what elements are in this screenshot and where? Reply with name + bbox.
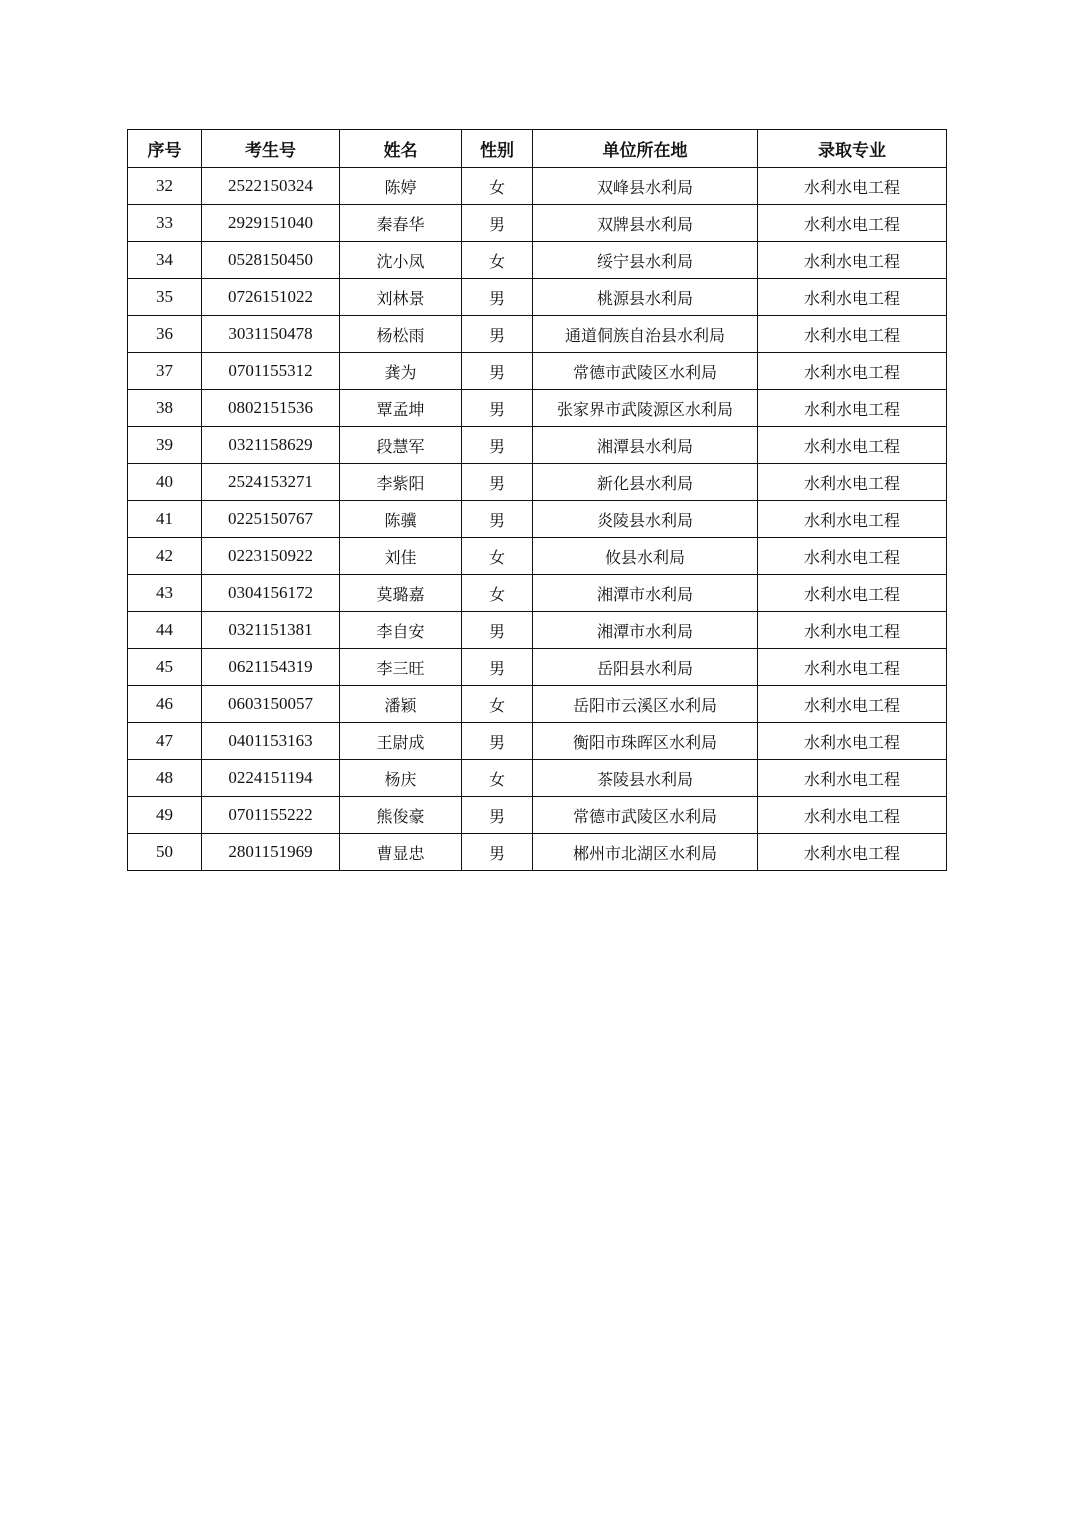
cell-candidate-id: 0304156172 xyxy=(202,575,340,612)
admission-table xyxy=(127,129,947,871)
header-gender: 性别 xyxy=(462,130,533,168)
cell-gender: 女 xyxy=(462,575,533,612)
cell-employer-location: 张家界市武陵源区水利局 xyxy=(533,390,758,427)
cell-gender: 男 xyxy=(462,427,533,464)
cell-admitted-major: 水利水电工程 xyxy=(758,353,947,390)
cell-employer-location: 绥宁县水利局 xyxy=(533,242,758,279)
cell-seq: 46 xyxy=(128,686,202,723)
cell-gender: 男 xyxy=(462,612,533,649)
cell-seq: 41 xyxy=(128,501,202,538)
cell-employer-location: 衡阳市珠晖区水利局 xyxy=(533,723,758,760)
cell-name: 杨庆 xyxy=(340,760,462,797)
cell-candidate-id: 0224151194 xyxy=(202,760,340,797)
cell-candidate-id: 0321158629 xyxy=(202,427,340,464)
document-page xyxy=(127,129,946,871)
cell-admitted-major: 水利水电工程 xyxy=(758,390,947,427)
table-row xyxy=(128,575,947,612)
table-row xyxy=(128,612,947,649)
cell-name: 李三旺 xyxy=(340,649,462,686)
cell-seq: 37 xyxy=(128,353,202,390)
cell-gender: 男 xyxy=(462,797,533,834)
table-row xyxy=(128,316,947,353)
cell-gender: 女 xyxy=(462,538,533,575)
cell-gender: 男 xyxy=(462,649,533,686)
cell-candidate-id: 2801151969 xyxy=(202,834,340,871)
cell-name: 陈骥 xyxy=(340,501,462,538)
cell-gender: 女 xyxy=(462,242,533,279)
table-row xyxy=(128,723,947,760)
table-row xyxy=(128,168,947,205)
cell-seq: 44 xyxy=(128,612,202,649)
table-row xyxy=(128,686,947,723)
cell-candidate-id: 0802151536 xyxy=(202,390,340,427)
table-row xyxy=(128,353,947,390)
cell-seq: 42 xyxy=(128,538,202,575)
cell-name: 莫璐嘉 xyxy=(340,575,462,612)
cell-seq: 45 xyxy=(128,649,202,686)
cell-candidate-id: 0701155312 xyxy=(202,353,340,390)
cell-gender: 女 xyxy=(462,686,533,723)
cell-admitted-major: 水利水电工程 xyxy=(758,316,947,353)
cell-seq: 34 xyxy=(128,242,202,279)
table-row xyxy=(128,834,947,871)
cell-gender: 男 xyxy=(462,723,533,760)
cell-employer-location: 茶陵县水利局 xyxy=(533,760,758,797)
cell-gender: 男 xyxy=(462,390,533,427)
cell-seq: 33 xyxy=(128,205,202,242)
cell-seq: 40 xyxy=(128,464,202,501)
cell-admitted-major: 水利水电工程 xyxy=(758,834,947,871)
cell-employer-location: 湘潭市水利局 xyxy=(533,612,758,649)
cell-employer-location: 岳阳市云溪区水利局 xyxy=(533,686,758,723)
cell-name: 刘佳 xyxy=(340,538,462,575)
cell-employer-location: 湘潭县水利局 xyxy=(533,427,758,464)
cell-employer-location: 攸县水利局 xyxy=(533,538,758,575)
table-row xyxy=(128,427,947,464)
cell-name: 曹显忠 xyxy=(340,834,462,871)
cell-admitted-major: 水利水电工程 xyxy=(758,279,947,316)
cell-name: 陈婷 xyxy=(340,168,462,205)
cell-name: 杨松雨 xyxy=(340,316,462,353)
cell-candidate-id: 0401153163 xyxy=(202,723,340,760)
cell-employer-location: 岳阳县水利局 xyxy=(533,649,758,686)
cell-admitted-major: 水利水电工程 xyxy=(758,649,947,686)
cell-employer-location: 双峰县水利局 xyxy=(533,168,758,205)
table-row xyxy=(128,538,947,575)
table-row xyxy=(128,279,947,316)
cell-employer-location: 通道侗族自治县水利局 xyxy=(533,316,758,353)
table-row xyxy=(128,649,947,686)
cell-admitted-major: 水利水电工程 xyxy=(758,797,947,834)
cell-candidate-id: 0701155222 xyxy=(202,797,340,834)
cell-name: 沈小凤 xyxy=(340,242,462,279)
cell-admitted-major: 水利水电工程 xyxy=(758,723,947,760)
cell-candidate-id: 0223150922 xyxy=(202,538,340,575)
cell-admitted-major: 水利水电工程 xyxy=(758,427,947,464)
cell-employer-location: 炎陵县水利局 xyxy=(533,501,758,538)
cell-name: 刘林景 xyxy=(340,279,462,316)
cell-admitted-major: 水利水电工程 xyxy=(758,538,947,575)
cell-name: 秦春华 xyxy=(340,205,462,242)
cell-employer-location: 湘潭市水利局 xyxy=(533,575,758,612)
cell-admitted-major: 水利水电工程 xyxy=(758,686,947,723)
cell-candidate-id: 0225150767 xyxy=(202,501,340,538)
cell-gender: 男 xyxy=(462,353,533,390)
cell-gender: 男 xyxy=(462,316,533,353)
cell-name: 段慧军 xyxy=(340,427,462,464)
cell-gender: 男 xyxy=(462,501,533,538)
table-body xyxy=(128,168,947,871)
table-row xyxy=(128,390,947,427)
cell-admitted-major: 水利水电工程 xyxy=(758,168,947,205)
cell-seq: 36 xyxy=(128,316,202,353)
cell-admitted-major: 水利水电工程 xyxy=(758,760,947,797)
table-row xyxy=(128,760,947,797)
table-header-row xyxy=(128,130,947,168)
cell-gender: 男 xyxy=(462,279,533,316)
table-row xyxy=(128,205,947,242)
table-row xyxy=(128,501,947,538)
cell-gender: 男 xyxy=(462,464,533,501)
cell-name: 潘颖 xyxy=(340,686,462,723)
cell-candidate-id: 0603150057 xyxy=(202,686,340,723)
cell-employer-location: 桃源县水利局 xyxy=(533,279,758,316)
table-row xyxy=(128,464,947,501)
cell-employer-location: 常德市武陵区水利局 xyxy=(533,797,758,834)
cell-employer-location: 郴州市北湖区水利局 xyxy=(533,834,758,871)
cell-gender: 女 xyxy=(462,760,533,797)
cell-candidate-id: 0528150450 xyxy=(202,242,340,279)
header-admitted-major: 录取专业 xyxy=(758,130,947,168)
cell-name: 覃孟坤 xyxy=(340,390,462,427)
cell-admitted-major: 水利水电工程 xyxy=(758,242,947,279)
cell-candidate-id: 0726151022 xyxy=(202,279,340,316)
cell-candidate-id: 2522150324 xyxy=(202,168,340,205)
cell-employer-location: 新化县水利局 xyxy=(533,464,758,501)
cell-employer-location: 常德市武陵区水利局 xyxy=(533,353,758,390)
cell-seq: 43 xyxy=(128,575,202,612)
cell-admitted-major: 水利水电工程 xyxy=(758,612,947,649)
header-seq: 序号 xyxy=(128,130,202,168)
cell-candidate-id: 3031150478 xyxy=(202,316,340,353)
cell-seq: 38 xyxy=(128,390,202,427)
cell-gender: 男 xyxy=(462,205,533,242)
cell-name: 李自安 xyxy=(340,612,462,649)
cell-candidate-id: 2524153271 xyxy=(202,464,340,501)
table-row xyxy=(128,797,947,834)
cell-seq: 50 xyxy=(128,834,202,871)
cell-admitted-major: 水利水电工程 xyxy=(758,575,947,612)
cell-gender: 男 xyxy=(462,834,533,871)
cell-seq: 39 xyxy=(128,427,202,464)
cell-candidate-id: 0621154319 xyxy=(202,649,340,686)
cell-admitted-major: 水利水电工程 xyxy=(758,501,947,538)
cell-name: 王尉成 xyxy=(340,723,462,760)
cell-employer-location: 双牌县水利局 xyxy=(533,205,758,242)
cell-seq: 48 xyxy=(128,760,202,797)
cell-name: 李紫阳 xyxy=(340,464,462,501)
cell-gender: 女 xyxy=(462,168,533,205)
cell-candidate-id: 2929151040 xyxy=(202,205,340,242)
cell-seq: 49 xyxy=(128,797,202,834)
cell-name: 熊俊豪 xyxy=(340,797,462,834)
table-row xyxy=(128,242,947,279)
header-candidate-id: 考生号 xyxy=(202,130,340,168)
cell-name: 龚为 xyxy=(340,353,462,390)
cell-seq: 32 xyxy=(128,168,202,205)
cell-seq: 35 xyxy=(128,279,202,316)
cell-candidate-id: 0321151381 xyxy=(202,612,340,649)
cell-seq: 47 xyxy=(128,723,202,760)
cell-admitted-major: 水利水电工程 xyxy=(758,464,947,501)
header-name: 姓名 xyxy=(340,130,462,168)
header-employer-location: 单位所在地 xyxy=(533,130,758,168)
cell-admitted-major: 水利水电工程 xyxy=(758,205,947,242)
